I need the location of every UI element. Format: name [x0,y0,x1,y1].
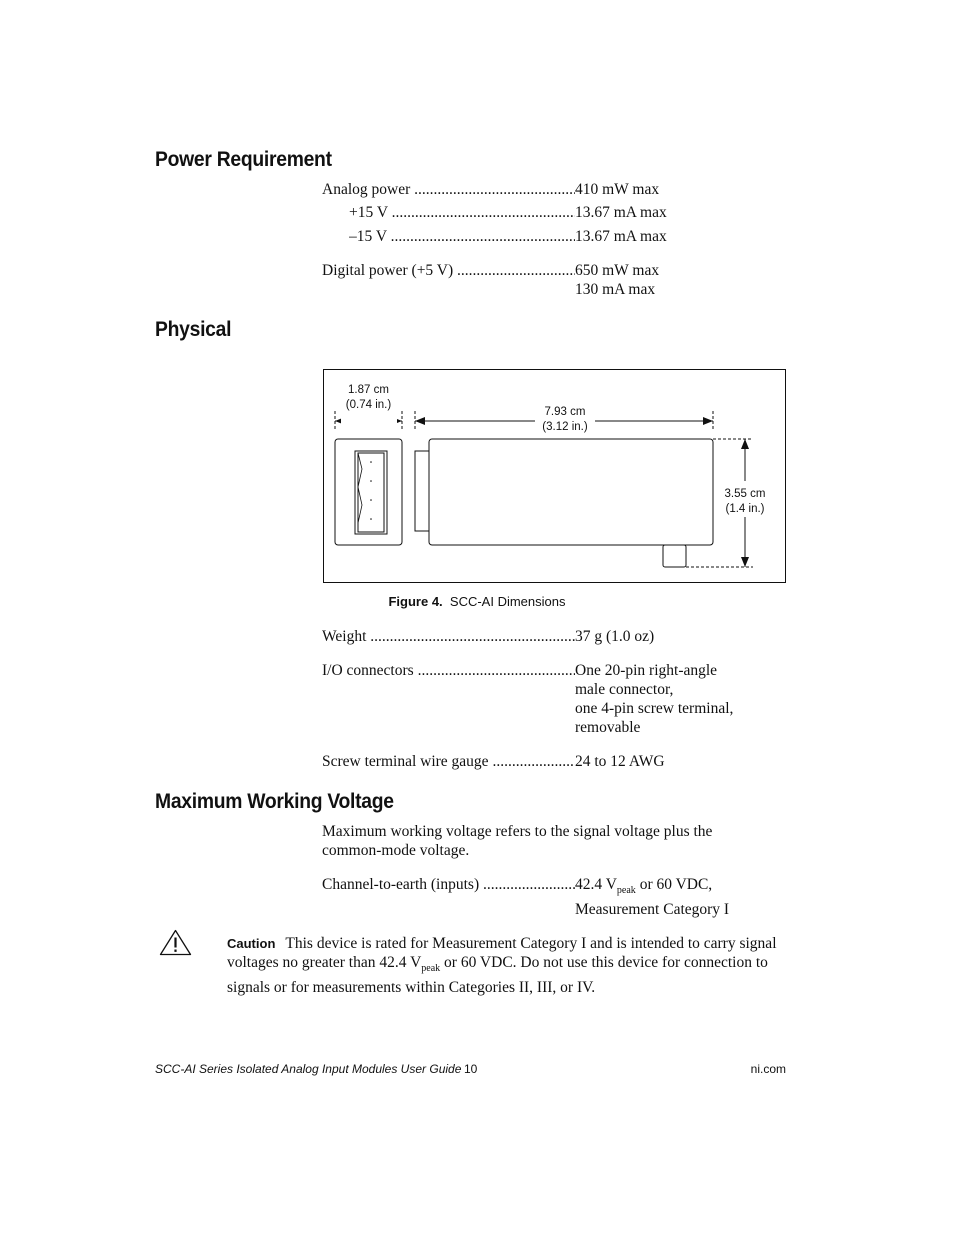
dim-width-in: (0.74 in.) [345,399,392,411]
spec-label: +15 V ..... [349,203,575,222]
spec-value: One 20-pin right-angle male connector, one 4-pin screw terminal, removable [575,662,734,736]
footer-site-link[interactable]: ni.com [750,1062,786,1076]
spec-label: Weight ..... [322,627,575,646]
module-tab [663,545,686,567]
spec-label: Screw terminal wire gauge ..... [322,752,575,771]
spec-label: I/O connectors ..... [322,661,575,680]
figure-number: Figure 4. [388,594,443,609]
section-heading-voltage: Maximum Working Voltage [155,790,394,813]
spec-value: 13.67 mA max [575,204,667,221]
section-heading-power: Power Requirement [155,148,332,171]
dim-height-cm: 3.55 cm [724,488,766,500]
dimensions-figure [323,369,786,583]
spec-value: 650 mW max 130 mA max [575,262,660,298]
footer-page-number: 10 [464,1062,478,1076]
dim-length-in: (3.12 in.) [542,421,588,433]
spec-value: 24 to 12 AWG [575,753,665,770]
spec-value: 37 g (1.0 oz) [575,628,655,645]
spec-label: Channel-to-earth (inputs) ..... [322,875,575,894]
spec-value: 410 mW max [575,181,660,198]
screw-terminal [355,451,387,534]
connector-end-view [335,439,402,545]
figure-caption [0,594,954,609]
section-heading-physical: Physical [155,318,232,341]
spec-value: 42.4 $V_{peak}$ or 60 VDC, Measurement Category I [575,876,730,919]
module-body [429,439,713,545]
dim-width-cm: 1.87 cm [348,384,389,396]
spec-label: Analog power ..... [322,180,575,199]
dim-length-cm: 7.93 cm [544,406,586,418]
caution-note: Caution This device is rated for Measurement Category I and is intended to carry signal voltages no greater than 42.4 $V_{peak}$ or 60 VDC. Do not use this device for connection to signals or for measurements within Categories II, III, or IV. [227,935,777,997]
caution-label: Caution [227,936,276,951]
footer-title: SCC-AI Series Isolated Analog Input Modules User Guide [155,1062,462,1076]
figure-title: SCC-AI Dimensions [449,594,566,609]
spec-label: Digital power (+5 V) ..... [322,261,575,280]
voltage-intro: Maximum working voltage refers to the signal voltage plus the common-mode voltage. [322,823,713,859]
spec-value: 13.67 mA max [575,228,667,245]
spec-label: –15 V ..... [349,227,575,246]
caution-icon [159,929,192,956]
module-side-view [415,451,429,531]
dim-height-in: (1.4 in.) [725,503,765,515]
